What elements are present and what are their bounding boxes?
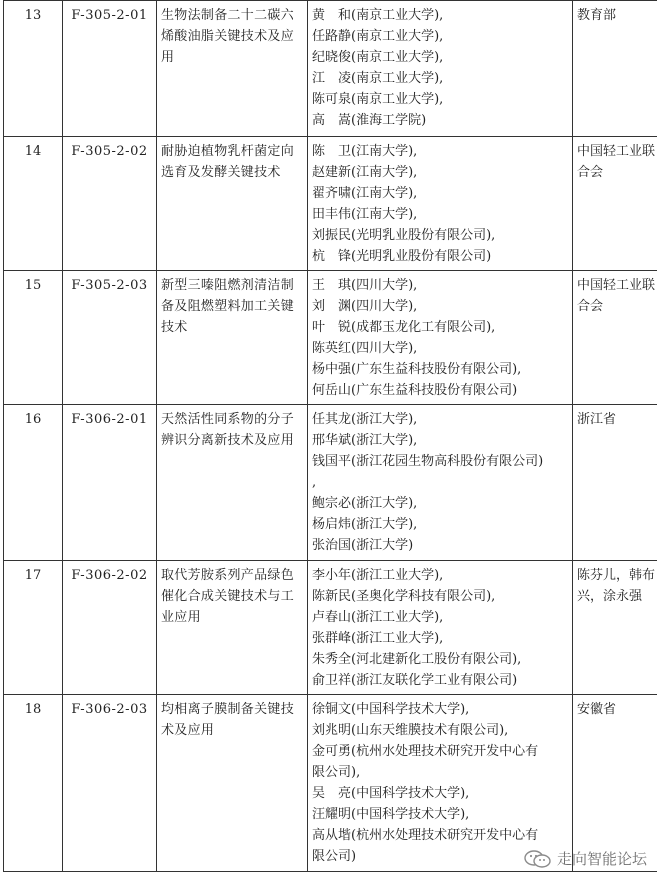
project-title: 取代芳胺系列产品绿色催化合成关键技术与工业应用 — [157, 561, 308, 695]
contributor: 限公司), — [312, 765, 361, 780]
contributor: 任其龙(浙江大学), — [312, 412, 418, 427]
contributor: 张群峰(浙江工业大学), — [312, 631, 444, 646]
contributor: 杨中强(广东生益科技股份有限公司), — [312, 362, 522, 377]
project-title: 新型三嗪阻燃剂清洁制备及阻燃塑料加工关键技术 — [157, 271, 308, 405]
contributor: 朱秀全(河北建新化工股份有限公司), — [312, 652, 522, 667]
project-code: F-305-2-02 — [63, 137, 157, 271]
contributors-cell — [308, 271, 573, 405]
contributors-cell — [308, 561, 573, 695]
watermark — [523, 848, 647, 869]
table-row — [4, 405, 657, 561]
contributors-cell — [308, 405, 573, 561]
table-row — [4, 137, 657, 271]
recommending-unit: 安徽省 — [573, 695, 657, 872]
contributor: 限公司) — [312, 849, 357, 864]
recommending-unit: 浙江省 — [573, 405, 657, 561]
recommending-unit: 教育部 — [573, 1, 657, 137]
contributor: 邢华斌(浙江大学), — [312, 433, 418, 448]
contributors-cell — [308, 137, 573, 271]
project-title: 均相离子膜制备关键技术及应用 — [157, 695, 308, 872]
contributors-cell — [308, 1, 573, 137]
row-number: 16 — [4, 405, 63, 561]
table-row — [4, 271, 657, 405]
contributor: 俞卫祥(浙江友联化学工业有限公司) — [312, 673, 518, 688]
project-code: F-305-2-03 — [63, 271, 157, 405]
contributor: 高 嵩(淮海工学院) — [312, 113, 427, 128]
contributor: 汪耀明(中国科学技术大学), — [312, 807, 470, 822]
contributor: 徐铜文(中国科学技术大学), — [312, 702, 470, 717]
awards-table — [3, 0, 657, 872]
table-row — [4, 695, 657, 872]
project-code: F-306-2-01 — [63, 405, 157, 561]
contributor: 陈可泉(南京工业大学), — [312, 92, 444, 107]
contributor: 何岳山(广东生益科技股份有限公司) — [312, 383, 518, 398]
row-number: 14 — [4, 137, 63, 271]
contributor: 刘振民(光明乳业股份有限公司), — [312, 228, 496, 243]
contributor: 纪晓俊(南京工业大学), — [312, 50, 444, 65]
contributor: 王 琪(四川大学), — [312, 278, 418, 293]
project-title: 耐胁迫植物乳杆菌定向选育及发酵关键技术 — [157, 137, 308, 271]
table-row — [4, 1, 657, 137]
contributors-cell — [308, 695, 573, 872]
project-code: F-305-2-01 — [63, 1, 157, 137]
recommending-unit: 中国轻工业联合会 — [573, 271, 657, 405]
contributor: 刘兆明(山东天维膜技术有限公司), — [312, 723, 509, 738]
contributor: 刘 渊(四川大学), — [312, 299, 418, 314]
contributor: 赵建新(江南大学), — [312, 165, 418, 180]
contributor: 陈英红(四川大学), — [312, 341, 418, 356]
contributor: 张治国(浙江大学) — [312, 538, 414, 553]
contributor: 杨启炜(浙江大学), — [312, 517, 418, 532]
table-row — [4, 561, 657, 695]
contributor: 翟齐啸(江南大学), — [312, 186, 418, 201]
row-number: 13 — [4, 1, 63, 137]
contributor: 江 凌(南京工业大学), — [312, 71, 444, 86]
project-title: 天然活性同系物的分子辨识分离新技术及应用 — [157, 405, 308, 561]
contributor: 田丰伟(江南大学), — [312, 207, 418, 222]
contributor: 高从堦(杭州水处理技术研究开发中心有 — [312, 828, 539, 843]
contributor: 吴 亮(中国科学技术大学), — [312, 786, 470, 801]
row-number: 18 — [4, 695, 63, 872]
contributor: 李小年(浙江工业大学), — [312, 568, 444, 583]
contributor: 金可勇(杭州水处理技术研究开发中心有 — [312, 744, 539, 759]
project-code: F-306-2-02 — [63, 561, 157, 695]
watermark-text: 走向智能论坛 — [556, 850, 647, 868]
contributor: 鲍宗必(浙江大学), — [312, 496, 418, 511]
contributor: , — [312, 475, 317, 490]
recommending-unit: 陈芬儿，韩布兴，涂永强 — [573, 561, 657, 695]
row-number: 17 — [4, 561, 63, 695]
project-code: F-306-2-03 — [63, 695, 157, 872]
row-number: 15 — [4, 271, 63, 405]
recommending-unit: 中国轻工业联合会 — [573, 137, 657, 271]
contributor: 陈新民(圣奥化学科技有限公司), — [312, 589, 496, 604]
contributor: 叶 锐(成都玉龙化工有限公司), — [312, 320, 496, 335]
project-title: 生物法制备二十二碳六烯酸油脂关键技术及应用 — [157, 1, 308, 137]
contributor: 钱国平(浙江花园生物高科股份有限公司) — [312, 454, 544, 469]
contributor: 任路静(南京工业大学), — [312, 29, 444, 44]
contributor: 陈 卫(江南大学), — [312, 144, 418, 159]
contributor: 杭 锋(光明乳业股份有限公司) — [312, 249, 492, 264]
contributor: 卢春山(浙江工业大学), — [312, 610, 444, 625]
contributor: 黄 和(南京工业大学), — [312, 8, 444, 23]
wechat-icon — [523, 849, 553, 869]
